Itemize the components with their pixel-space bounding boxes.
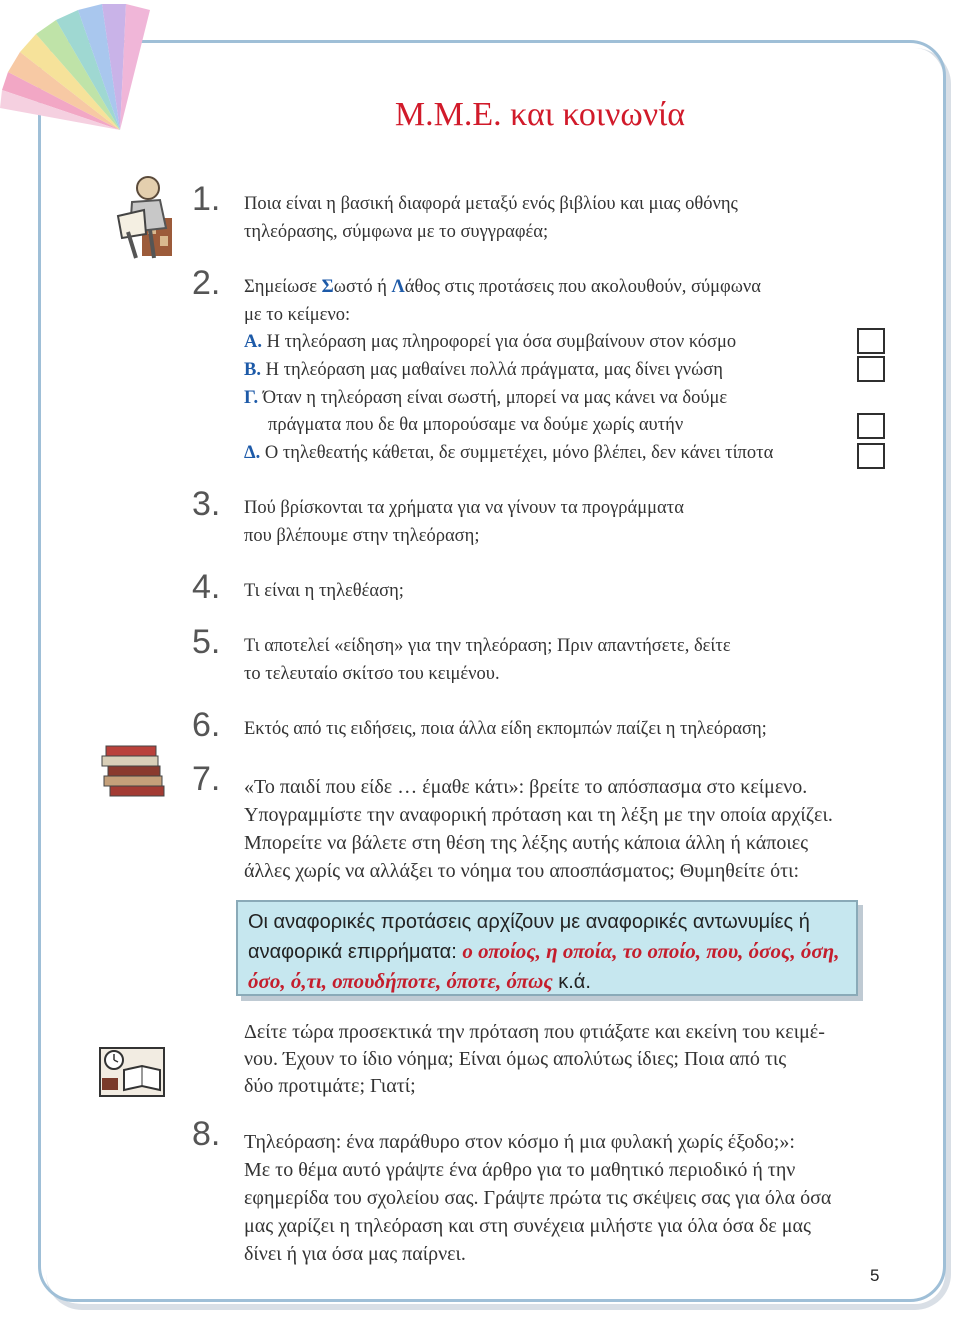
q2-false-letter: Λ [391, 277, 405, 297]
question-number-4: 4. [192, 568, 221, 606]
q2-intro-line2: με το κείμενο: [244, 305, 351, 325]
q8-text-line2: Με το θέμα αυτό γράψτε ένα άρθρο για το μαθητικό περιοδικό ή την [244, 1159, 796, 1181]
q3-text-line1: Πού βρίσκονται τα χρήματα για να γίνουν τα προγράμματα [244, 498, 684, 518]
q8-text-line3: εφημερίδα του σχολείου σας. Γράψτε πρώτα τις σκέψεις σας για όλα όσα [244, 1187, 832, 1209]
question-number-7: 7. [192, 760, 221, 798]
note-adverbs-list: όσο, ό,τι, οπουδήποτε, όποτε, όπως [248, 969, 553, 993]
q2-statement-d: Δ. Ο τηλεθεατής κάθεται, δε συμμετέχει, μόνο βλέπει, δεν κάνει τίποτα [244, 443, 774, 463]
q8-text-line5: δίνει ή για όσα μας παίρνει. [244, 1243, 466, 1265]
q2-true-letter: Σ [321, 277, 334, 297]
q7-after-line2: νου. Έχουν το ίδιο νόημα; Είναι όμως απολύτως ίδιες; Ποια από τις [244, 1048, 787, 1070]
q8-text-line1: Τηλεόραση: ένα παράθυρο στον κόσμο ή μια φυλακή χωρίς έξοδο;»: [244, 1131, 795, 1153]
note-pronouns-list: ο οποίος, η οποία, το οποίο, που, όσος, όση, [462, 939, 840, 963]
books-stack-illustration [98, 740, 170, 802]
q2-checkbox-b[interactable] [857, 356, 885, 382]
question-number-5: 5. [192, 623, 221, 661]
q6-text-line1: Εκτός από τις ειδήσεις, ποια άλλα είδη εκπομπών παίζει η τηλεόραση; [244, 719, 767, 739]
note-line3: όσο, ό,τι, οπουδήποτε, όποτε, όπως κ.ά. [248, 969, 591, 993]
question-number-2: 2. [192, 264, 221, 302]
q5-text-line1: Τι αποτελεί «είδηση» για την τηλεόραση; Πριν απαντήσετε, δείτε [244, 636, 731, 656]
q3-text-line2: που βλέπουμε στην τηλεόραση; [244, 526, 480, 546]
relative-clauses-note-box [236, 900, 858, 996]
q2-statement-a: Α. Η τηλεόραση μας πληροφορεί για όσα συμβαίνουν στον κόσμο [244, 332, 737, 352]
question-number-3: 3. [192, 485, 221, 523]
q2-statement-b: Β. Η τηλεόραση μας μαθαίνει πολλά πράγματα, μας δίνει γνώση [244, 360, 723, 380]
question-number-8: 8. [192, 1115, 221, 1153]
note-line1: Οι αναφορικές προτάσεις αρχίζουν με αναφορικές αντωνυμίες ή [248, 911, 810, 933]
clock-and-book-illustration [98, 1046, 166, 1098]
question-number-6: 6. [192, 706, 221, 744]
q7-after-line3: δύο προτιμάτε; Γιατί; [244, 1075, 416, 1097]
page-title: Μ.Μ.Ε. και κοινωνία [394, 96, 686, 133]
q7-text-line2: Υπογραμμίστε την αναφορική πρόταση και τη λέξη με την οποία αρχίζει. [244, 804, 833, 826]
q2-checkbox-d[interactable] [857, 443, 885, 469]
reading-man-illustration [108, 172, 180, 260]
q7-text-line1: «Το παιδί που είδε … έμαθε κάτι»: βρείτε το απόσπασμα στο κείμενο. [244, 776, 808, 798]
question-number-1: 1. [192, 180, 221, 218]
note-line2: αναφορικά επιρρήματα: ο οποίος, η οποία, το οποίο, που, όσος, όση, [248, 939, 840, 963]
q2-statement-c-line2: πράγματα που δε θα μπορούσαμε να δούμε χωρίς αυτήν [268, 415, 684, 435]
q7-text-line3: Μπορείτε να βάλετε στη θέση της λέξης αυτής κάποια άλλη ή κάποιες [244, 832, 809, 854]
q5-text-line2: το τελευταίο σκίτσο του κειμένου. [244, 664, 500, 684]
q1-text-line2: τηλεόρασης, σύμφωνα με το συγγραφέα; [244, 222, 549, 242]
q2-checkbox-a[interactable] [857, 328, 885, 354]
q8-text-line4: μας χαρίζει η τηλεόραση και στη συνέχεια μιλήστε για όλα όσα δε μας [244, 1215, 811, 1237]
q1-text-line1: Ποια είναι η βασική διαφορά μεταξύ ενός βιβλίου και μιας οθόνης [244, 194, 738, 214]
q2-intro-line1: Σημείωσε Σωστό ή Λάθος στις προτάσεις που ακολουθούν, σύμφωνα [244, 277, 761, 297]
q2-checkbox-c[interactable] [857, 413, 885, 439]
color-fan-decoration [0, 0, 180, 170]
q7-after-line1: Δείτε τώρα προσεκτικά την πρόταση που φτιάξατε και εκείνη του κειμέ- [244, 1021, 825, 1043]
page-number: 5 [870, 1266, 880, 1285]
q4-text-line1: Τι είναι η τηλεθέαση; [244, 581, 404, 601]
q2-statement-c: Γ. Όταν η τηλεόραση είναι σωστή, μπορεί να μας κάνει να δούμε [244, 388, 728, 408]
q7-text-line4: άλλες χωρίς να αλλάξει το νόημα του αποσπάσματος; Θυμηθείτε ότι: [244, 860, 800, 882]
